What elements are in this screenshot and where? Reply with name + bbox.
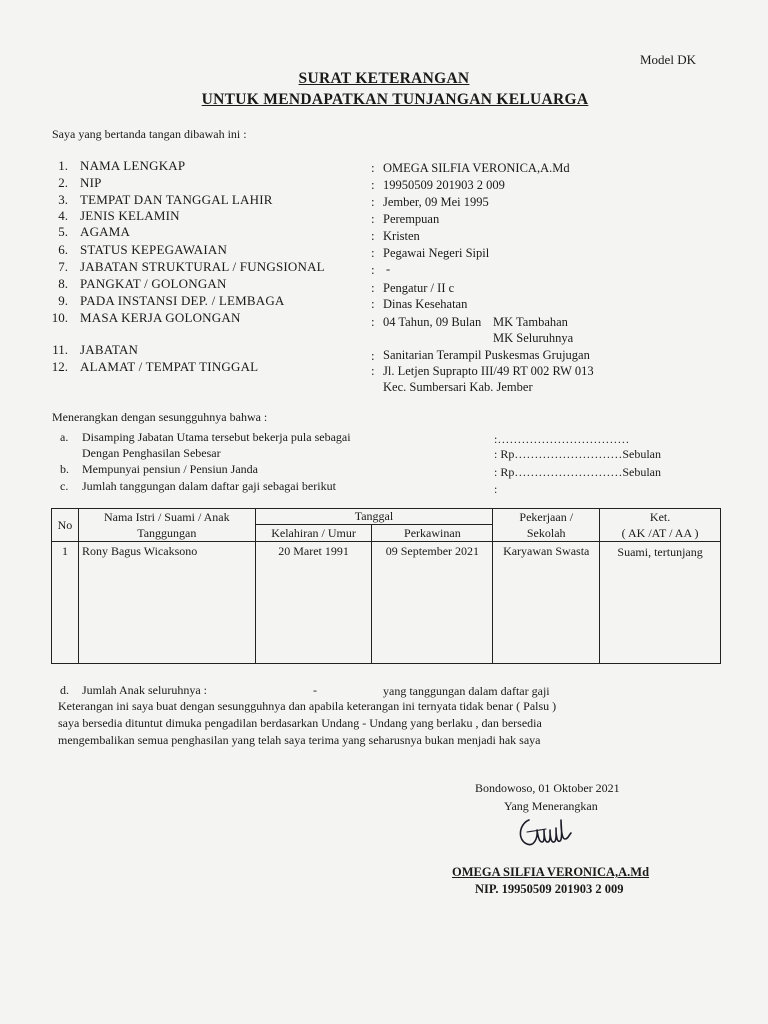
field-colon: :	[371, 280, 375, 295]
item-letter: d.	[60, 683, 69, 697]
item-letter: a.	[60, 430, 69, 444]
header-name	[78, 509, 255, 542]
field-label: ALAMAT / TEMPAT TINGGAL	[80, 359, 259, 374]
field-value: OMEGA SILFIA VERONICA,A.Md	[383, 161, 570, 175]
field-label: JABATAN STRUKTURAL / FUNGSIONAL	[80, 259, 325, 274]
field-colon: :	[371, 194, 375, 209]
intro-text: Saya yang bertanda tangan dibawah ini :	[52, 127, 247, 141]
field-label: PANGKAT / GOLONGAN	[80, 276, 227, 291]
header-name-line-1: Nama Istri / Suami / Anak	[103, 510, 230, 524]
field-colon: :	[371, 314, 375, 329]
field-value: Kristen	[383, 229, 420, 243]
field-colon: :	[371, 363, 375, 378]
handwritten-signature	[516, 812, 576, 852]
field-label: JABATAN	[80, 342, 139, 357]
item-letter: b.	[60, 462, 69, 476]
field-value: -	[386, 262, 391, 276]
field-value: 04 Tahun, 09 Bulan	[383, 315, 482, 329]
children-count-label: Jumlah Anak seluruhnya :	[82, 683, 207, 697]
closing-line: saya bersedia dituntut dimuka pengadilan berdasarkan Undang - Undang yang berlaku , dan bersedia	[58, 716, 542, 730]
field-value: Pengatur / II c	[383, 281, 455, 295]
field-value: Dinas Kesehatan	[383, 297, 468, 311]
field-number: 8.	[58, 276, 68, 291]
header-ket-line-1: Ket.	[649, 510, 671, 524]
item-a-blank-2: : Rp………………………Sebulan	[494, 447, 661, 461]
model-code: Model DK	[640, 52, 696, 67]
header-no: No	[52, 509, 79, 542]
field-colon: :	[371, 211, 375, 226]
item-c-text: Jumlah tanggungan dalam daftar gaji sebagai berikut	[82, 479, 336, 493]
field-value: 19950509 201903 2 009	[383, 178, 505, 192]
field-value: Perempuan	[383, 212, 440, 226]
field-number: 12.	[51, 359, 68, 374]
field-number: 2.	[58, 175, 68, 190]
cell-perkawinan: 09 September 2021	[372, 542, 493, 664]
closing-line: mengembalikan semua penghasilan yang telah saya terima yang seharusnya bukan menjadi hak saya	[58, 733, 541, 747]
field-label: TEMPAT DAN TANGGAL LAHIR	[80, 192, 273, 207]
field-number: 7.	[58, 259, 68, 274]
cell-ket: Suami, tertunjang	[600, 542, 721, 664]
item-a-line-1: Disamping Jabatan Utama tersebut bekerja pula sebagai	[82, 430, 351, 444]
children-count-tail: yang tanggungan dalam daftar gaji	[383, 684, 550, 698]
header-ket-line-2: ( AK /AT / AA )	[621, 526, 699, 540]
field-number: 10.	[51, 310, 68, 325]
field-colon: :	[371, 296, 375, 311]
field-colon: :	[371, 177, 375, 192]
field-value: Jember, 09 Mei 1995	[383, 195, 489, 209]
field-number: 9.	[58, 293, 68, 308]
header-tanggal: Tanggal	[255, 509, 493, 525]
cell-no: 1	[52, 542, 79, 664]
closing-line: Keterangan ini saya buat dengan sesungguhnya dan apabila keterangan ini ternyata tidak benar ( Palsu )	[58, 699, 557, 713]
field-colon: :	[371, 228, 375, 243]
cell-name: Rony Bagus Wicaksono	[78, 542, 255, 664]
title-line-1: SURAT KETERANGAN	[298, 70, 470, 87]
children-count-value: -	[313, 683, 317, 697]
signer-nip: NIP. 19950509 201903 2 009	[475, 882, 624, 896]
field-number: 5.	[58, 224, 68, 239]
field-label: MASA KERJA GOLONGAN	[80, 310, 241, 325]
header-pekerjaan-line-2: Sekolah	[526, 526, 566, 540]
header-pekerjaan	[493, 509, 600, 542]
field-label: STATUS KEPEGAWAIAN	[80, 242, 228, 257]
header-perkawinan: Perkawinan	[372, 525, 493, 542]
field-number: 6.	[58, 242, 68, 257]
title-line-2: UNTUK MENDAPATKAN TUNJANGAN KELUARGA	[201, 91, 589, 108]
field-value: Sanitarian Terampil Puskesmas Grujugan	[383, 348, 590, 362]
header-name-line-2: Tanggungan	[137, 526, 197, 540]
item-c-colon: :	[494, 482, 498, 496]
cell-kelahiran: 20 Maret 1991	[255, 542, 372, 664]
field-number: 1.	[58, 158, 68, 173]
field-value-line-2: Kec. Sumbersari Kab. Jember	[383, 380, 533, 394]
item-a-blank-1: :……………………………	[494, 432, 630, 446]
header-pekerjaan-line-1: Pekerjaan /	[519, 510, 574, 524]
field-label: PADA INSTANSI DEP. / LEMBAGA	[80, 293, 285, 308]
header-kelahiran: Kelahiran / Umur	[255, 525, 372, 542]
item-a-line-2: Dengan Penghasilan Sebesar	[82, 446, 221, 460]
header-ket	[600, 509, 721, 542]
place-date: Bondowoso, 01 Oktober 2021	[475, 781, 620, 795]
statement-heading: Menerangkan dengan sesungguhnya bahwa :	[52, 410, 268, 424]
field-value: Jl. Letjen Suprapto III/49 RT 002 RW 013	[383, 364, 594, 378]
signer-role: Yang Menerangkan	[504, 799, 598, 813]
table-row	[52, 542, 721, 664]
field-number: 11.	[52, 342, 68, 357]
signer-name: OMEGA SILFIA VERONICA,A.Md	[452, 865, 650, 879]
field-label: JENIS KELAMIN	[80, 208, 180, 223]
field-extra-mk-tambahan: MK Tambahan	[493, 315, 568, 329]
field-number: 3.	[58, 192, 68, 207]
field-colon: :	[371, 160, 375, 175]
dependents-table	[51, 508, 721, 664]
field-label: NIP	[80, 175, 102, 190]
field-extra-mk-seluruhnya: MK Seluruhnya	[493, 331, 574, 345]
field-colon: :	[371, 245, 375, 260]
field-label: NAMA LENGKAP	[80, 158, 186, 173]
field-value: Pegawai Negeri Sipil	[383, 246, 490, 260]
item-letter: c.	[60, 479, 69, 493]
field-number: 4.	[58, 208, 68, 223]
cell-pekerjaan: Karyawan Swasta	[493, 542, 600, 664]
field-label: AGAMA	[80, 224, 131, 239]
item-b-blank: : Rp………………………Sebulan	[494, 465, 661, 479]
field-colon: :	[371, 348, 375, 363]
field-colon: :	[371, 262, 375, 277]
item-b-text: Mempunyai pensiun / Pensiun Janda	[82, 462, 258, 476]
